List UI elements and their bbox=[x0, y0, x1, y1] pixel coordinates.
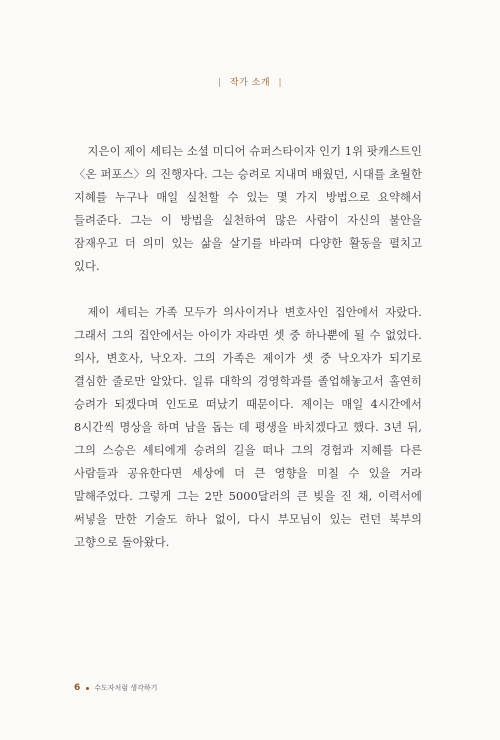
header-bar-left: | bbox=[218, 78, 222, 88]
page-number: 6 bbox=[74, 683, 81, 693]
page-footer bbox=[74, 683, 157, 693]
section-title: 작가 소개 bbox=[229, 78, 271, 88]
running-title: 수도자처럼 생각하기 bbox=[94, 684, 158, 692]
paragraph-2: 제이 셰티는 가족 모두가 의사이거나 변호사인 집안에서 자랐다. 그래서 그의 집안에서는 아이가 자라면 셋 중 하나뿐에 될 수 없었다. 의사, 변호사, 낙오자. 그의 가족은 제이가 셋 중 낙오자가 되기로 결심한 줄로만 알았다. 일류 대학의 경영학과를 졸업해놓고서 홀연히 승려가 되겠다며 인도로 떠났기 때문이다. 제이는 매일 4시간에서 8시간씩 명상을 하며 남을 돕는 데 평생을 바치겠다고 했다. 3년 뒤, 그의 스승은 셰티에게 승려의 길을 떠나 그의 경험과 지혜를 다른 사람들과 공유한다면 세상에 더 큰 영향을 미칠 수 있을 거라 말해주었다. 그렇게 그는 2만 5000달러의 큰 빚을 진 채, 이력서에 써넣을 만한 기술도 하나 없이, 다시 부모님이 있는 런던 북부의 고향으로 돌아왔다. bbox=[74, 306, 422, 549]
header-bar-right: | bbox=[278, 78, 282, 88]
bullet-icon bbox=[86, 687, 89, 690]
body-text bbox=[74, 140, 422, 554]
paragraph-1: 지은이 제이 셰티는 소셜 미디어 슈퍼스타이자 인기 1위 팟캐스트인 〈온 퍼포스〉의 진행자다. 그는 승려로 지내며 배웠던, 시대를 초월한 지혜를 누구나 매일 실천할 수 있는 몇 가지 방법으로 요약해서 들려준다. 그는 이 방법을 실천하여 많은 사람이 자신의 불안을 잠재우고 더 의미 있는 삶을 살기를 바라며 다양한 활동을 펼치고 있다. bbox=[74, 145, 422, 273]
section-header bbox=[0, 75, 500, 88]
